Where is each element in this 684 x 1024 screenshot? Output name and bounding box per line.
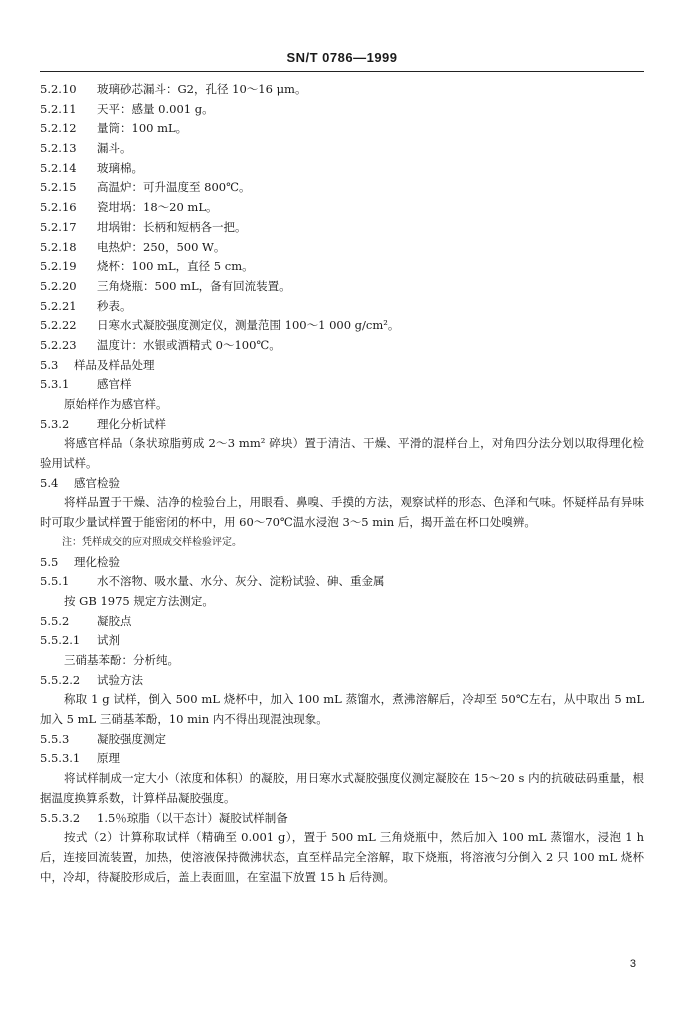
clause-text: 三角烧瓶：500 mL，备有回流装置。 [97,278,291,293]
equipment-list [40,80,644,356]
section-heading: 5.4 感官检验 [40,475,120,490]
section-heading: 5.5.3.2 1.5％琼脂（以干态计）凝胶试样制备 [40,810,288,825]
list-item [40,277,644,297]
section-heading: 5.5.2 凝胶点 [40,613,132,628]
list-item [40,159,644,179]
clause-number: 5.2.15 [40,180,77,195]
paragraph: 按 GB 1975 规定方法测定。 [64,593,214,608]
clause-text: 漏斗。 [97,141,132,156]
clause-number: 5.2.13 [40,141,77,156]
standard-code-header: SN/T 0786—1999 [286,50,398,65]
list-item [40,178,644,198]
clause-number: 5.2.17 [40,219,77,234]
clause-text: 坩埚钳：长柄和短柄各一把。 [97,219,247,234]
clause-text: 秒表。 [97,298,132,313]
paragraph: 原始样作为感官样。 [64,397,168,411]
section-heading: 5.3 样品及样品处理 [40,357,155,372]
page-number: 3 [629,958,636,970]
list-item [40,238,644,258]
clause-text: 温度计：水银或酒精式 0～100℃。 [97,337,281,352]
header-rule [40,71,644,72]
clause-number: 5.2.22 [40,318,77,333]
clause-number: 5.2.19 [40,259,77,274]
paragraph: 称取 1 g 试样，倒入 500 mL 烧杯中，加入 100 mL 蒸馏水，煮沸溶解后，冷却至 50℃左右，从中取出 5 mL 加入 5 mL 三硝基苯酚，10 min 内不得出现混浊现象。 [40,692,644,727]
section-heading: 5.5.2.1 试剂 [40,633,120,648]
clause-text: 天平：感量 0.001 g。 [97,101,214,116]
list-item [40,198,644,218]
paragraph: 将样品置于干燥、洁净的检验台上，用眼看、鼻嗅、手摸的方法，观察试样的形态、色泽和气味。怀疑样品有异味时可取少量试样置于能密闭的杯中，用 60～70℃温水浸泡 3～5 min 后，揭开盖在杯口处嗅辨。 [40,495,644,530]
clause-text: 玻璃棉。 [97,160,143,175]
paragraph: 三硝基苯酚：分析纯。 [64,653,179,667]
section-heading: 5.5.1 水不溶物、吸水量、水分、灰分、淀粉试验、砷、重金属 [40,574,385,589]
list-item [40,119,644,139]
clause-text: 量筒：100 mL。 [97,121,188,136]
clause-text: 日寒水式凝胶强度测定仪，测量范围 100～1 000 g/cm²。 [97,318,400,333]
paragraph: 将感官样品（条状琼脂剪成 2～3 mm² 碎块）置于清洁、干燥、平滑的混样台上，对角四分法分划以取得理化检验用试样。 [40,436,644,471]
clause-number: 5.2.16 [40,200,77,215]
list-item [40,336,644,356]
document-body [40,80,644,887]
list-item [40,218,644,238]
clause-number: 5.2.14 [40,160,77,175]
clause-text: 瓷坩埚：18～20 mL。 [97,200,218,215]
list-item [40,100,644,120]
section-heading: 5.3.2 理化分析试样 [40,416,166,431]
paragraph: 按式（2）计算称取试样（精确至 0.001 g），置于 500 mL 三角烧瓶中，然后加入 100 mL 蒸馏水，浸泡 1 h 后，连接回流装置，加热，使溶液保持微沸状态，直至样品完全溶解，取下烧瓶，将溶液匀分倒入 2 只 100 mL 烧杯中，冷却，待凝胶形成后，盖上表面皿，在室温下放置 15 h 后待测。 [40,830,644,884]
section-heading: 5.5 理化检验 [40,554,120,569]
section-heading: 5.5.3 凝胶强度测定 [40,731,166,746]
clause-text: 高温炉：可升温度至 800℃。 [97,180,251,195]
clause-number: 5.2.20 [40,278,77,293]
note: 注：凭样成交的应对照成交样检验评定。 [62,536,242,548]
clause-number: 5.2.10 [40,82,77,96]
list-item [40,257,644,277]
list-item [40,80,644,100]
paragraph: 将试样制成一定大小（浓度和体积）的凝胶，用日寒水式凝胶强度仪测定凝胶在 15～20 s 内的抗破砝码重量，根据温度换算系数，计算样品凝胶强度。 [40,771,644,805]
clause-number: 5.2.11 [40,101,77,116]
clause-number: 5.2.21 [40,298,77,313]
section-heading: 5.3.1 感官样 [40,377,132,392]
section-heading: 5.5.2.2 试验方法 [40,672,143,687]
clause-number: 5.2.18 [40,239,77,254]
clause-number: 5.2.23 [40,337,77,352]
list-item [40,297,644,317]
list-item [40,316,644,336]
clause-text: 电热炉：250，500 W。 [97,239,226,254]
section-heading: 5.5.3.1 原理 [40,751,120,766]
clause-number: 5.2.12 [40,121,77,136]
list-item [40,139,644,159]
clause-text: 玻璃砂芯漏斗：G2，孔径 10～16 μm。 [97,82,307,96]
clause-text: 烧杯：100 mL，直径 5 cm。 [97,259,254,274]
